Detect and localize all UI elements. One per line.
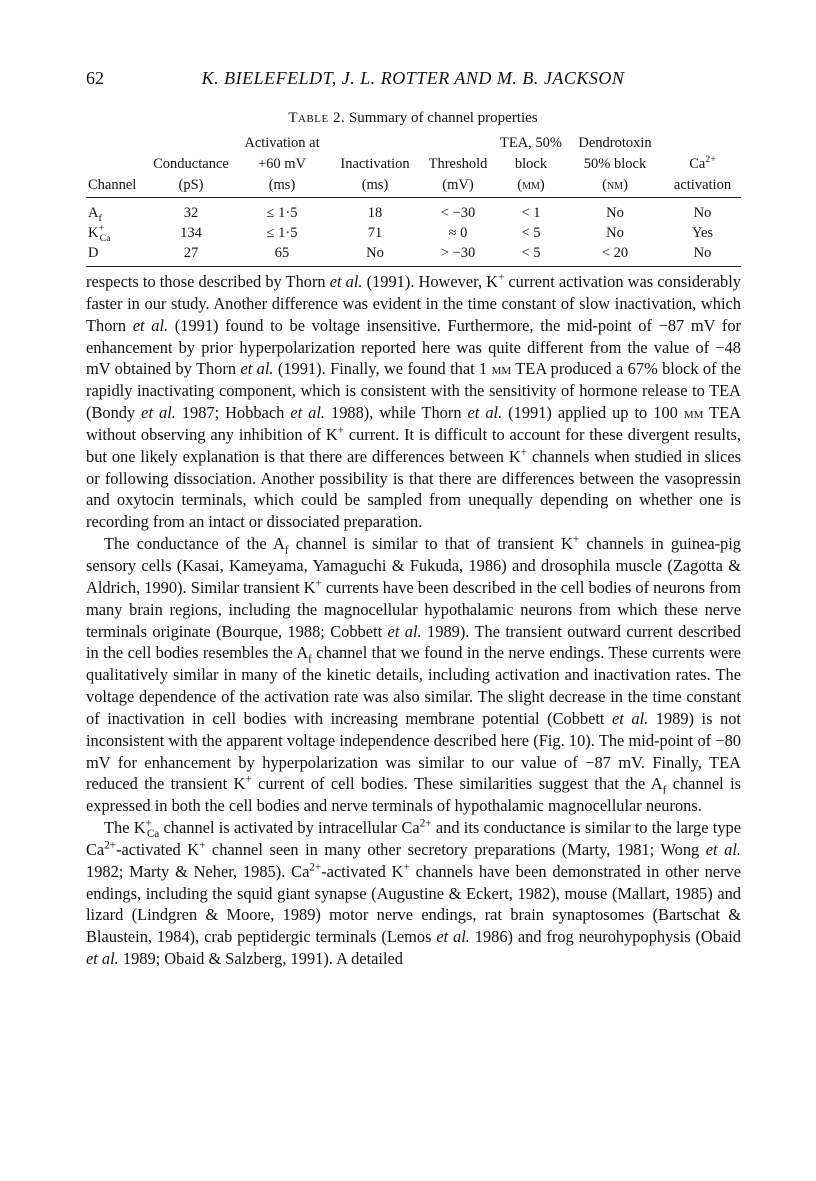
page-number: 62 [86,68,104,88]
table-cell: 32 [183,205,199,221]
table-cell: 18 [367,205,383,221]
running-head: K. BIELEFELDT, J. L. ROTTER AND M. B. JACKSON [201,68,625,88]
table-caption [86,110,740,127]
col-header [330,134,420,155]
body-text [86,271,741,970]
col-header: Channel [86,176,148,198]
col-header: block [514,156,548,172]
table-cell: ≤ 1·5 [266,205,298,221]
table-cell: 27 [148,242,234,267]
col-header: activation [664,176,741,198]
table-cell: No [606,225,624,241]
col-header: $Ca^{2+}$ [689,154,716,172]
table-cell: > −30 [420,242,496,267]
table-header-row-1 [86,134,741,155]
table-cell: No [664,242,741,267]
table-cell: < 5 [521,225,541,241]
table-cell: ≤ 1·5 [266,225,298,241]
col-header: (mV) [420,176,496,198]
channel-cell: $A_f$ [88,205,102,224]
col-header [86,134,148,155]
col-header [86,155,148,176]
table-cell: 71 [367,225,383,241]
table-cell: < 1 [521,205,541,221]
paragraph: The $K^+_{Ca}$ channel is activated by intracellular $Ca^{2+}$ and its conductance is similar to the large type $Ca^{2+}$-activated K+ channel seen in many other secretory preparations (Marty, 1981; Wong et al. 1982; Marty & Neher, 1985). $Ca^{2+}$-activated K+ channels have been demonstrated in other nerve endings, including the squid giant synapse (Augustine & Eckert, 1982), mouse (Mallart, 1985) and lizard (Lindgren & Moore, 1989) motor nerve endings, rat brain synaptosomes (Bartschat & Blaustein, 1984), crab peptidergic terminals (Lemos et al. 1986) and frog neurohypophysis (Obaid et al. 1989; Obaid & Salzberg, 1991). A detailed [86,817,742,969]
col-header: (mm) [496,176,566,198]
paragraph: respects to those described by Thorn et al. (1991). However, K+ current activation was considerably faster in our study. Another difference was evident in the time constant of slow inactivation, which Thorn et al. (1991) found to be voltage insensitive. Furthermore, the mid-point of −87 mV for enhancement by prior hyperpolarization reported here was quite different from the value of −48 mV obtained by Thorn et al. (1991). Finally, we found that 1 mm TEA produced a 67% block of the rapidly inactivating component, which is consistent with the sensitivity of hormone release to TEA (Bondy et al. 1987; Hobbach et al. 1988), while Thorn et al. (1991) applied up to 100 mm TEA without observing any inhibition of K+ current. It is difficult to account for these divergent results, but one likely explanation is that there are differences between K+ channels when studied in slices or following dissociation. Another possibility is that there are differences between the vasopressin and oxytocin terminals, which could be sampled from unequally depending on whether one is recording from an intact or dissociated preparation. [86,271,741,532]
col-header [420,134,496,155]
table-title: Summary of channel properties [348,110,538,126]
table-cell: No [330,242,420,267]
channel-cell: D [86,242,148,267]
col-header: (ms) [330,176,420,198]
table-label: Table 2. [288,110,346,126]
page-header [86,68,740,96]
col-header: (nm) [566,176,664,198]
col-header: Activation at [244,135,320,151]
table-row [86,222,741,242]
paragraph: The conductance of the $A_f$ channel is similar to that of transient K+ channels in guinea-pig sensory cells (Kasai, Kameyama, Yamaguchi & Fukuda, 1986) and drosophila muscle (Zagotta & Aldrich, 1990). Similar transient K+ currents have been described in the cell bodies of neurons from many brain regions, including the magnocellular hypothalamic neurons from which these nerve terminals originate (Bourque, 1988; Cobbett et al. 1989). The transient outward current described in the cell bodies resembles the $A_f$ channel that we found in the nerve endings. These currents were qualitatively similar in many of the kinetic details, including activation and inactivation rates. The voltage dependence of the activation rate was also similar. The slight decrease in the time constant of inactivation in cell bodies with increasing membrane potential (Cobbett et al. 1989) is not inconsistent with the apparent voltage independence described here (Fig. 10). The mid-point of −80 mV for enhancement by hyperpolarization was similar to our value of −87 mV. Finally, TEA reduced the transient K+ current of cell bodies. These similarities suggest that the $A_f$ channel is expressed in both the cell bodies and nerve terminals of hypothalamic magnocellular neurons. [86,533,741,816]
table-cell: 65 [234,242,330,267]
table-cell: No [693,205,712,221]
col-header: TEA, 50% [499,135,562,151]
col-header: Dendrotoxin [578,135,652,151]
table-cell: Yes [691,225,714,241]
channel-properties-table [86,134,741,267]
col-header: (pS) [148,176,234,198]
table-cell: < −30 [440,205,476,221]
table-cell: < 20 [566,242,664,267]
col-header: Threshold [428,156,488,172]
col-header: (ms) [234,176,330,198]
col-header [148,134,234,155]
table-row [86,242,741,267]
table-cell: No [606,205,624,221]
table-row [86,198,741,223]
col-header: Inactivation [340,156,410,172]
col-header: 50% block [583,156,647,172]
table-header-row-3 [86,176,741,198]
table-header-row-2 [86,155,741,176]
table-cell: ≈ 0 [448,225,468,241]
col-header [664,134,741,155]
table-cell: < 5 [496,242,566,267]
channel-cell: $K^+_{Ca}$ [88,223,111,244]
table-cell: 134 [180,225,202,241]
col-header: Conductance [153,156,229,172]
col-header: +60 mV [257,156,307,172]
